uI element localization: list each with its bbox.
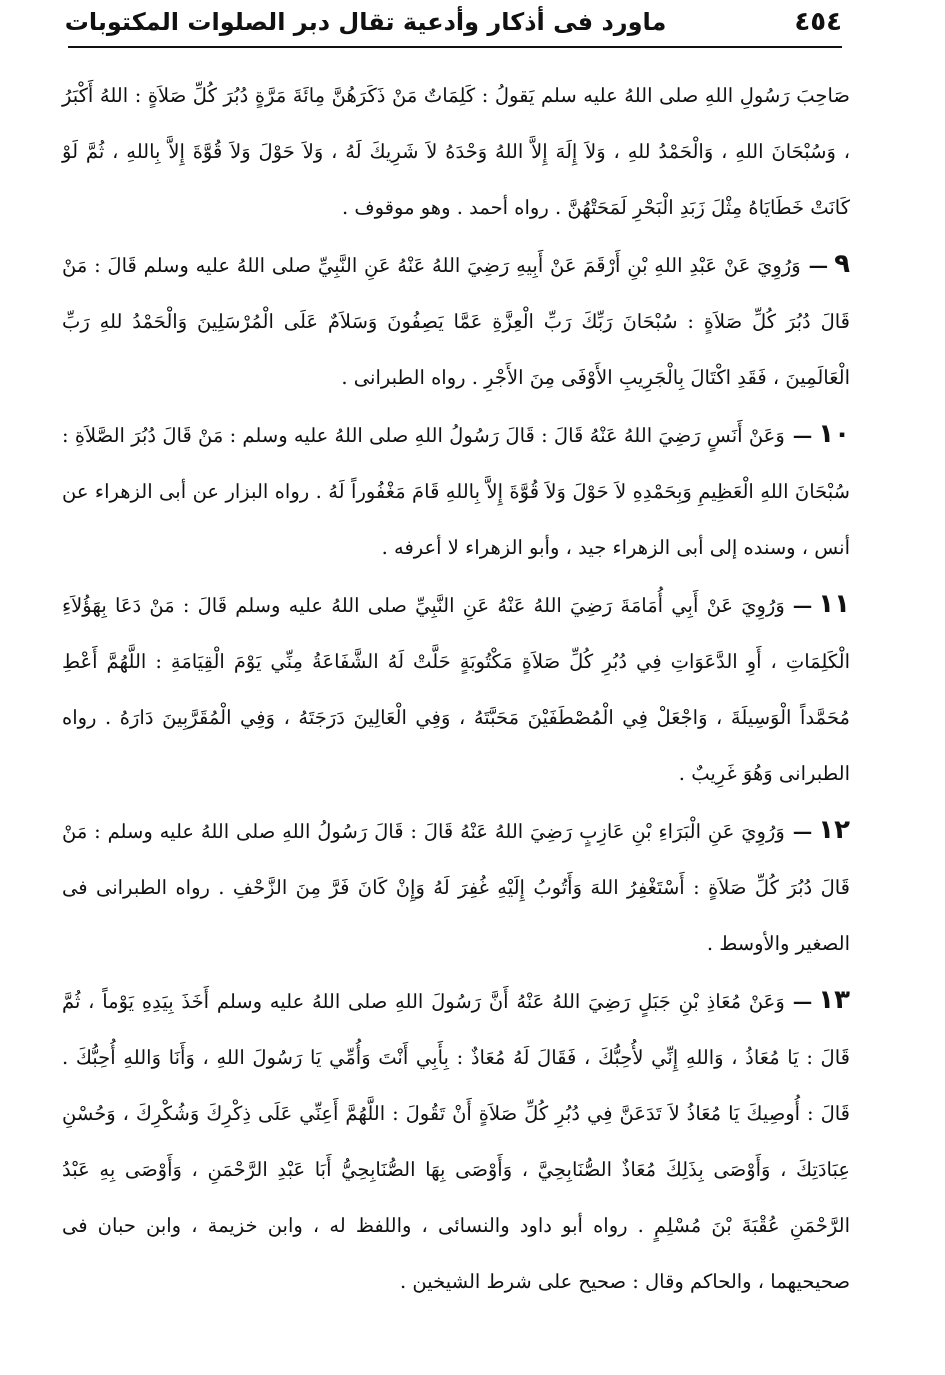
hadith-number: ١٣: [818, 985, 850, 1015]
number-dash: —: [792, 990, 813, 1013]
hadith-text: وَرُوِيَ عَنْ عَبْدِ اللهِ بْنِ أَرْقَمَ عَنْ أَبِيهِ رَضِيَ اللهُ عَنْهُ عَنِ النَّبِيِّ صلى اللهُ عليه وسلم قَالَ : مَنْ قَالَ دُبُرَ كُلِّ صَلاَةٍ : سُبْحَانَ رَبِّكَ رَبِّ الْعِزَّةِ عَمَّا يَصِفُونَ وَسَلاَمٌ عَلَى الْمُرْسَلِينَ وَالْحَمْدُ للهِ رَبِّ الْعَالَمِينَ ، فَقَدِ اكْتَالَ بِالْجَرِيبِ الأَوْفَى مِنَ الأَجْرِ . رواه الطبرانى .: [62, 254, 850, 389]
hadith-text: صَاحِبَ رَسُولِ اللهِ صلى اللهُ عليه سلم يَقولُ : كَلِمَاتٌ مَنْ ذَكَرَهُنَّ مِائَةَ مَرَّةٍ دُبُرَ كُلِّ صَلاَةٍ : اللهُ أَكْبَرُ ، وَسُبْحَانَ اللهِ ، وَالْحَمْدُ للهِ ، وَلاَ إِلَهَ إِلاَّ اللهُ وَحْدَهُ لاَ شَرِيكَ لَهُ ، وَلاَ حَوْلَ وَلاَ قُوَّةَ إِلاَّ بِاللهِ ، ثُمَّ لَوْ كَانَتْ خَطَايَاهُ مِثْلَ زَبَدِ الْبَحْرِ لَمَحَتْهُنَّ . رواه أحمد . وهو موقوف .: [62, 84, 850, 219]
hadith-number: ١٢: [818, 815, 850, 845]
page-header: [64, 0, 842, 44]
hadith-paragraph: [62, 406, 850, 576]
hadith-number: ٩: [834, 249, 850, 279]
running-title: ماورد فى أذكار وأدعية تقال دبر الصلوات المكتوبات: [64, 8, 667, 36]
hadith-paragraph: [62, 576, 850, 802]
hadith-text: وَعَنْ أَنَسٍ رَضِيَ اللهُ عَنْهُ قَالَ : قَالَ رَسُولُ اللهِ صلى اللهُ عليه وسلم : مَنْ قَالَ دُبُرَ الصَّلاَةِ : سُبْحَانَ اللهِ الْعَظِيمِ وَبِحَمْدِهِ لاَ حَوْلَ وَلاَ قُوَّةَ إِلاَّ بِاللهِ قَامَ مَغْفُوراً لَهُ . رواه البزار عن أبى الزهراء عن أنس ، وسنده إلى أبى الزهراء جيد ، وأبو الزهراء لا أعرفه .: [62, 424, 850, 559]
hadith-number: ١١: [818, 589, 850, 619]
number-dash: —: [792, 424, 813, 447]
number-dash: —: [792, 820, 813, 843]
hadith-number: ١٠: [818, 419, 850, 449]
hadith-text: وَرُوِيَ عَنْ أَبِي أُمَامَةَ رَضِيَ اللهُ عَنْهُ عَنِ النَّبِيِّ صلى اللهُ عليه وسلم قَالَ : مَنْ دَعَا بِهَؤُلاَءِ الْكَلِمَاتِ ، أَوِ الدَّعَوَاتِ فِي دُبُرِ كُلِّ صَلاَةٍ مَكْتُوبَةٍ حَلَّتْ لَهُ الشَّفَاعَةُ مِنِّي يَوْمَ الْقِيَامَةِ : اللَّهُمَّ أَعْطِ مُحَمَّداً الْوَسِيلَةَ ، وَاجْعَلْ فِي الْمُصْطَفَيْنَ مَحَبَّتَهُ ، وَفِي الْعَالِينَ دَرَجَتَهُ ، وَفِي الْمُقَرَّبِينَ دَارَهُ . رواه الطبرانى وَهُوَ غَرِيبٌ .: [62, 594, 850, 785]
number-dash: —: [792, 594, 813, 617]
page-number: ٤٥٤: [794, 7, 842, 37]
hadith-paragraph: [62, 68, 850, 236]
page-body: [62, 68, 850, 1310]
hadith-paragraph: [62, 802, 850, 972]
hadith-paragraph: [62, 972, 850, 1310]
hadith-text: وَعَنْ مُعَاذِ بْنِ جَبَلٍ رَضِيَ اللهُ عَنْهُ أَنَّ رَسُولَ اللهِ صلى اللهُ عليه وسلم أَخَذَ بِيَدِهِ يَوْماً ، ثُمَّ قَالَ : يَا مُعَاذُ ، وَاللهِ إِنِّي لأُحِبُّكَ ، فَقَالَ لَهُ مُعَاذٌ : بِأَبِي أَنْتَ وَأُمِّي يَا رَسُولَ اللهِ ، وَأَنَا وَاللهِ أُحِبُّكَ . قَالَ : أُوصِيكَ يَا مُعَاذُ لاَ تَدَعَنَّ فِي دُبُرِ كُلِّ صَلاَةٍ أَنْ تَقُولَ : اللَّهُمَّ أَعِنِّي عَلَى ذِكْرِكَ وَشُكْرِكَ ، وَحُسْنِ عِبَادَتِكَ ، وَأَوْصَى بِذَلِكَ مُعَاذٌ الصُّنَابِحِيَّ ، وَأَوْصَى بِهَا الصُّنَابِحِيُّ أَبَا عَبْدِ الرَّحْمَنِ ، وَأَوْصَى بِهِ عَبْدُ الرَّحْمَنِ عُقْبَةَ بْنَ مُسْلِمٍ . رواه أبو داود والنسائى ، واللفظ له ، وابن خزيمة ، وابن حبان فى صحيحيهما ، والحاكم وقال : صحيح على شرط الشيخين .: [62, 990, 850, 1293]
hadith-text: وَرُوِيَ عَنِ الْبَرَاءِ بْنِ عَازِبٍ رَضِيَ اللهُ عَنْهُ قَالَ : قَالَ رَسُولُ اللهِ صلى اللهُ عليه وسلم : مَنْ قَالَ دُبُرَ كُلِّ صَلاَةٍ : أَسْتَغْفِرُ اللهَ وَأَتُوبُ إِلَيْهِ غُفِرَ لَهُ وَإِنْ كَانَ فَرَّ مِنَ الزَّحْفِ . رواه الطبرانى فى الصغير والأوسط .: [62, 820, 850, 955]
number-dash: —: [808, 254, 829, 277]
hadith-paragraph: [62, 236, 850, 406]
header-rule: [68, 46, 842, 48]
